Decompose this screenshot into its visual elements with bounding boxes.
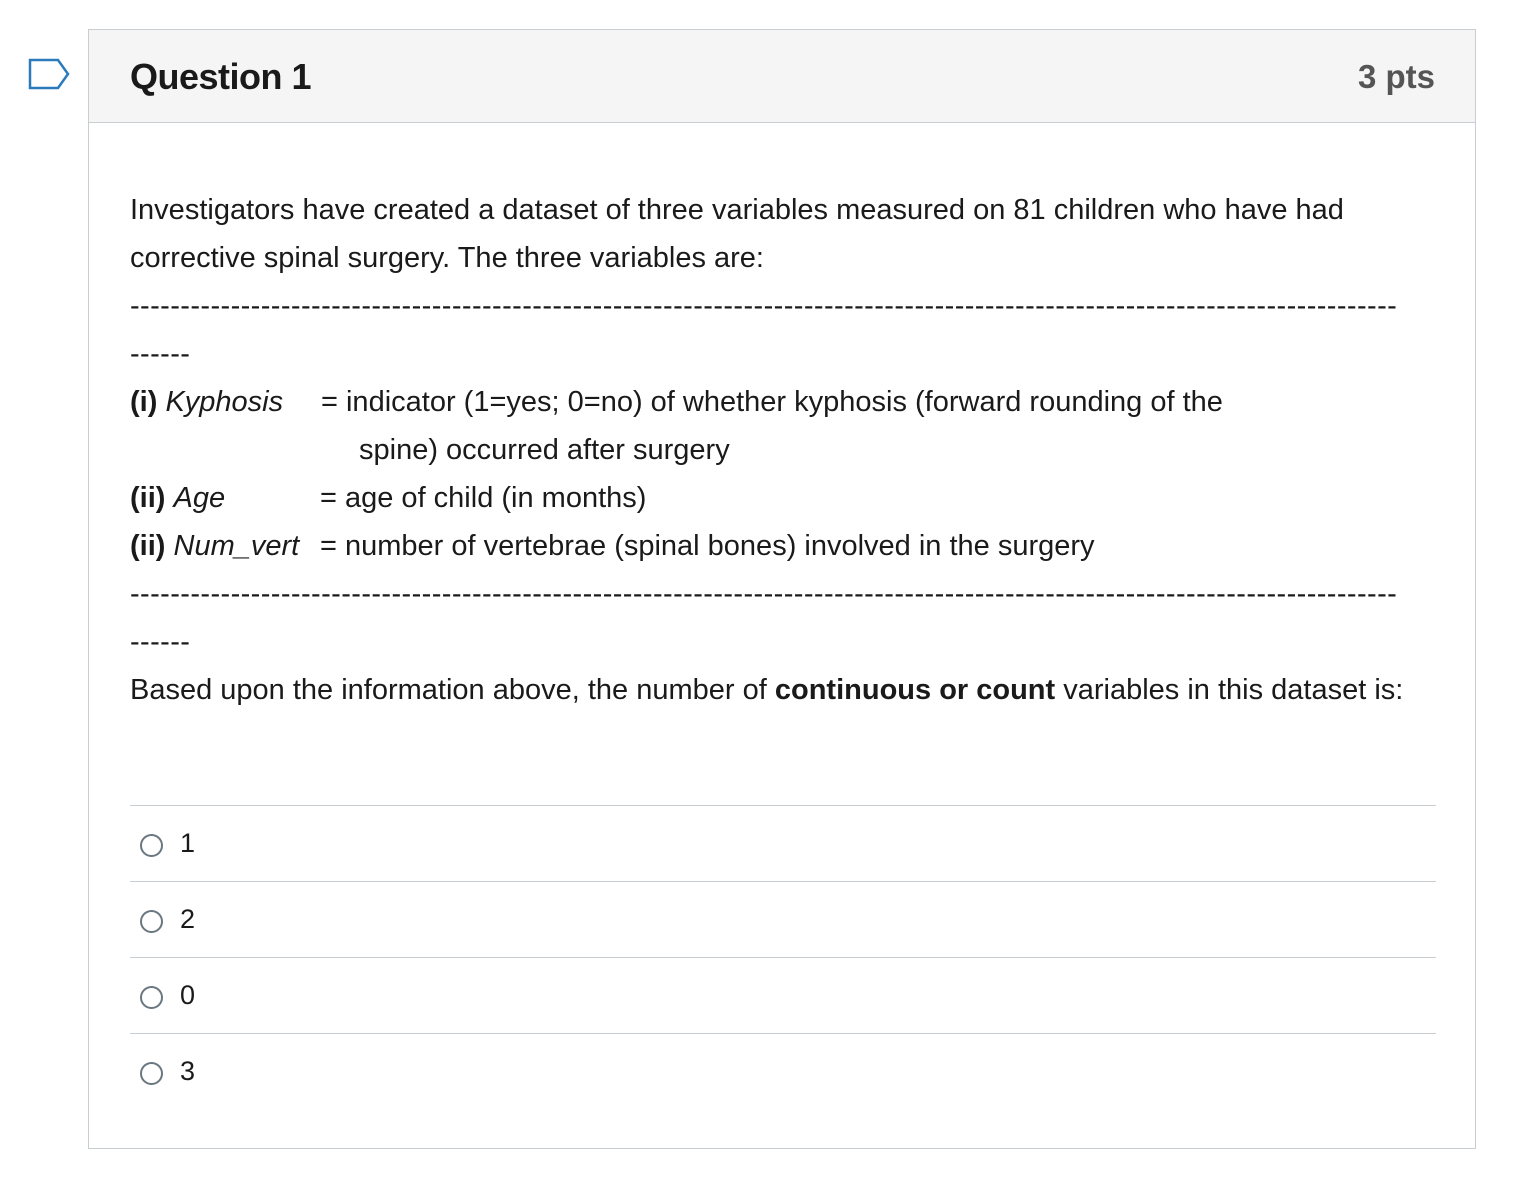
variable-definition: = number of vertebrae (spinal bones) involved in the surgery	[320, 530, 1095, 562]
radio-button[interactable]	[140, 834, 163, 857]
variable-definition: = indicator (1=yes; 0=no) of whether kyphosis (forward rounding of the	[321, 386, 1223, 418]
question-title: Question 1	[130, 56, 312, 97]
divider-dashes-tail: ------	[130, 626, 191, 658]
variable-num-vert	[130, 522, 1436, 570]
answer-option-4[interactable]	[130, 1034, 1436, 1109]
divider-dashes: ------------------------------------------------------------------------------------------------------------------------------	[130, 578, 1398, 610]
radio-button[interactable]	[140, 910, 163, 933]
radio-button[interactable]	[140, 986, 163, 1009]
question-text	[130, 186, 1436, 714]
answer-label[interactable]: 2	[180, 904, 196, 934]
question-prompt: Based upon the information above, the number of continuous or count variables in this dataset is:	[130, 674, 1404, 706]
answer-label[interactable]: 0	[180, 980, 196, 1010]
answer-label[interactable]: 3	[180, 1056, 196, 1086]
question-header	[89, 30, 1475, 123]
answer-option-2[interactable]	[130, 882, 1436, 958]
variable-kyphosis	[130, 378, 1436, 426]
answer-option-3[interactable]	[130, 958, 1436, 1034]
variable-name: (ii) Age	[130, 482, 226, 514]
question-card	[88, 29, 1476, 1149]
variable-definition: = age of child (in months)	[320, 482, 647, 514]
divider-dashes: ------------------------------------------------------------------------------------------------------------------------------	[130, 290, 1398, 322]
variable-name: (i) Kyphosis	[130, 386, 284, 418]
variable-definition-continued: spine) occurred after surgery	[359, 434, 730, 466]
answer-label[interactable]: 1	[180, 828, 196, 858]
variable-age	[130, 474, 1436, 522]
variable-kyphosis-continued	[130, 426, 1436, 474]
variable-name: (ii) Num_vert	[130, 530, 300, 562]
question-points: 3 pts	[1357, 58, 1435, 95]
question-intro: Investigators have created a dataset of three variables measured on 81 children who have had corrective spinal surgery. The three variables are:	[130, 194, 1344, 274]
answer-list	[130, 805, 1436, 1109]
radio-button[interactable]	[140, 1062, 163, 1085]
divider-dashes-tail: ------	[130, 338, 191, 370]
flag-question-icon[interactable]	[28, 58, 70, 90]
answer-option-1[interactable]	[130, 806, 1436, 882]
